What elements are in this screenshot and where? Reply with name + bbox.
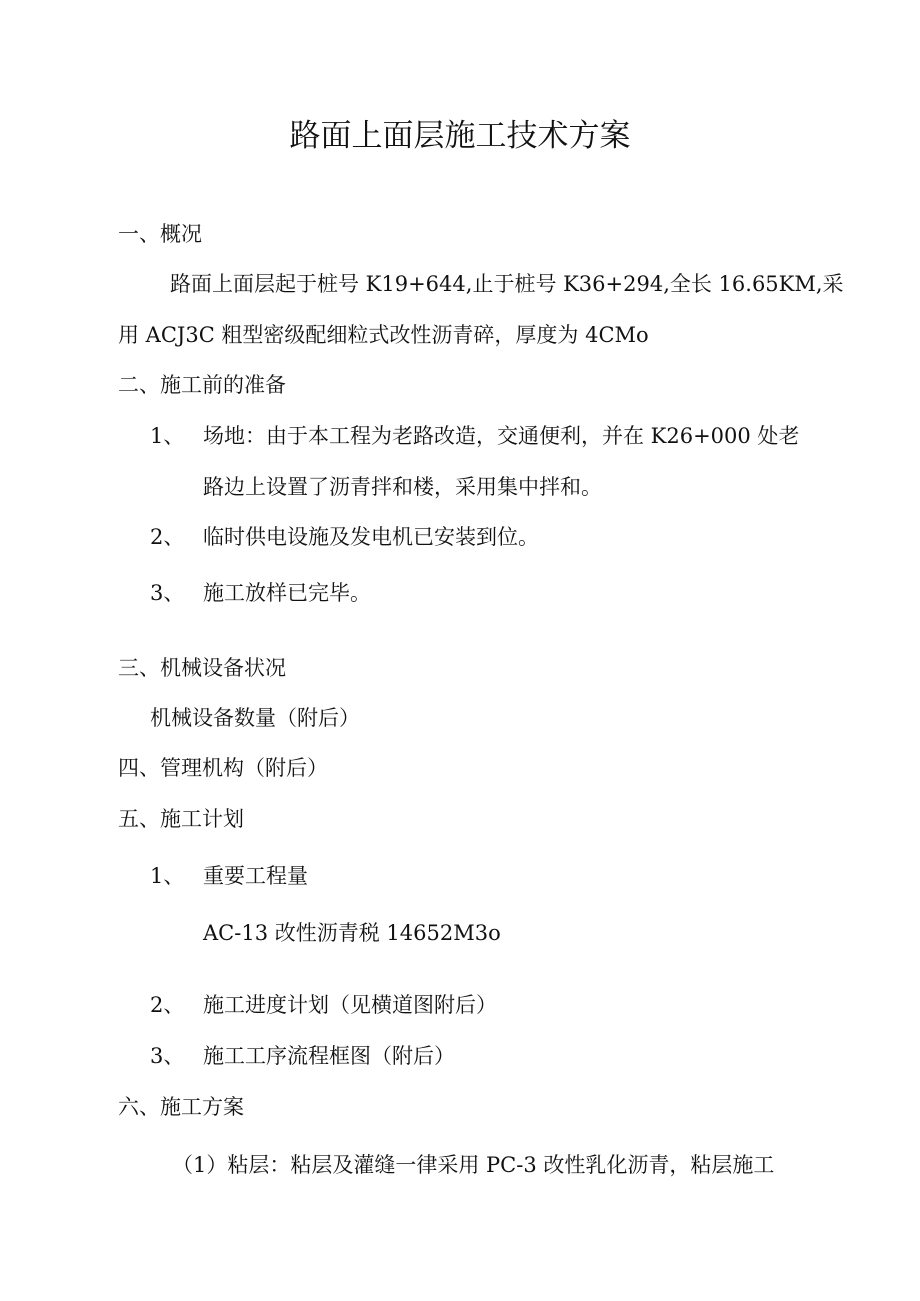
- plan-item-1-detail: AC-13 改性沥青税 14652M3o: [203, 921, 501, 945]
- section-heading-plan: 五、施工计划: [118, 807, 244, 831]
- plan-item-2-text: 施工进度计划（见横道图附后）: [203, 993, 497, 1017]
- plan-item-1-text: 重要工程量: [203, 864, 308, 888]
- plan-item-1-number: 1、: [150, 864, 185, 888]
- section-heading-overview: 一、概况: [118, 222, 202, 246]
- plan-item-3-text: 施工工序流程框图（附后）: [203, 1044, 455, 1068]
- prep-item-1-line-1: 场地：由于本工程为老路改造，交通便利，并在 K26+000 处老: [203, 424, 800, 448]
- equipment-quantity-note: 机械设备数量（附后）: [150, 706, 360, 730]
- prep-item-2-text: 临时供电设施及发电机已安装到位。: [203, 525, 539, 549]
- section-heading-equipment: 三、机械设备状况: [118, 656, 286, 680]
- plan-item-3-number: 3、: [150, 1044, 185, 1068]
- overview-paragraph-line-2: 用 ACJ3C 粗型密级配细粒式改性沥青碎，厚度为 4CMo: [118, 323, 649, 347]
- plan-item-2-number: 2、: [150, 993, 185, 1017]
- section-heading-management: 四、管理机构（附后）: [118, 756, 328, 780]
- section-heading-scheme: 六、施工方案: [118, 1095, 244, 1119]
- document-title: 路面上面层施工技术方案: [289, 118, 631, 154]
- scheme-paragraph-line-1: （1）粘层：粘层及灌缝一律采用 PC-3 改性乳化沥青，粘层施工: [172, 1153, 775, 1177]
- prep-item-1-number: 1、: [150, 424, 185, 448]
- prep-item-3-number: 3、: [150, 581, 185, 605]
- prep-item-1-line-2: 路边上设置了沥青拌和楼，采用集中拌和。: [203, 475, 602, 499]
- prep-item-2-number: 2、: [150, 525, 185, 549]
- section-heading-preparation: 二、施工前的准备: [118, 373, 286, 397]
- overview-paragraph-line-1: 路面上面层起于桩号 K19+644,止于桩号 K36+294,全长 16.65KM,采: [170, 272, 844, 296]
- prep-item-3-text: 施工放样已完毕。: [203, 581, 371, 605]
